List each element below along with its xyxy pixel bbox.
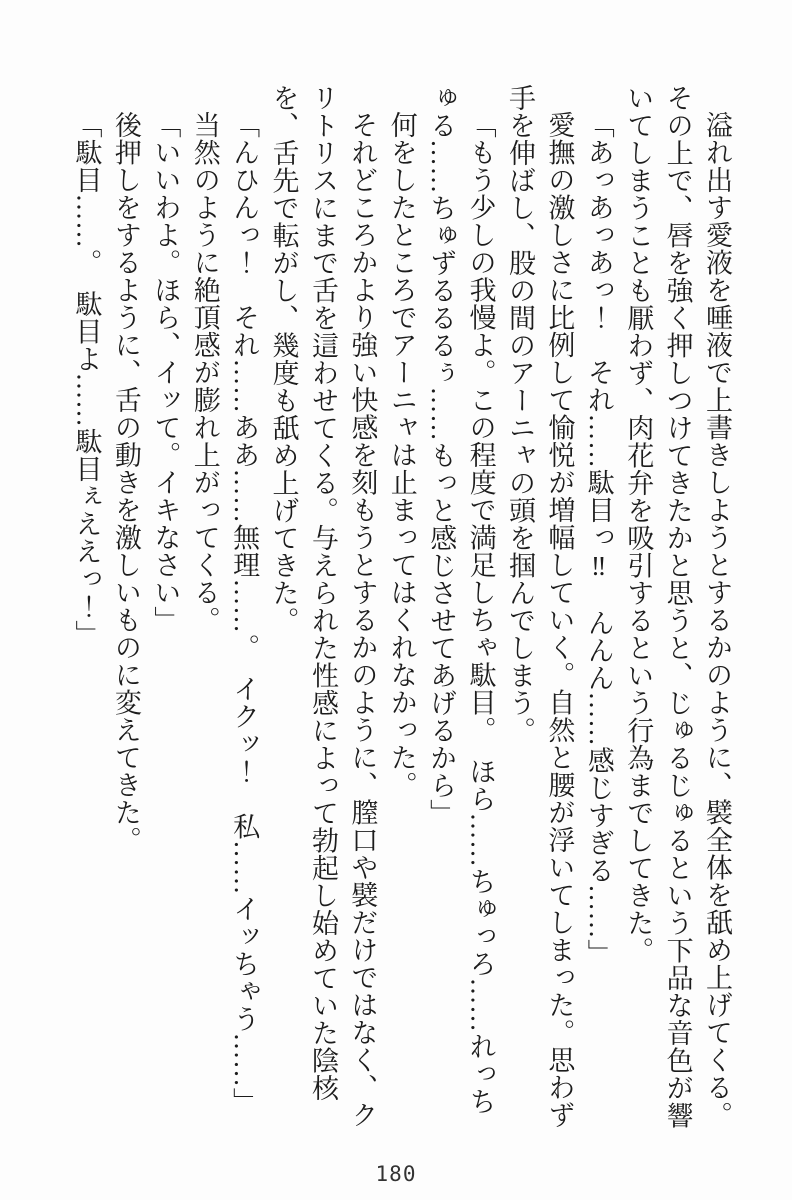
paragraph-7-dialogue: 「んひんっ！ それ……ああ……無理……。 イクッ！ 私……イッちゃう……」 [229,111,260,1115]
paragraph-5: 何をしたところでアーニャは止まってはくれなかった。 [386,111,417,799]
page-footer [0,1162,792,1186]
paragraph-11-dialogue: 「駄目……。 駄目よ……駄目ぇええっ！」 [71,111,102,648]
paragraph-3: 愛撫の激しさに比例して愉悦が増幅していく。自然と腰が浮いてしまった。思わず手を伸ばし、股の間のアーニャの頭を掴んでしまう。 [504,84,575,1129]
paragraph-2-dialogue: 「あっあっあっ！ それ……駄目っ‼ んんん……感じすぎる……」 [583,111,614,967]
paragraph-8: 当然のように絶頂感が膨れ上がってくる。 [189,111,220,634]
paragraph-9-dialogue: 「いいわよ。ほら、イッて。イキなさい」 [150,111,181,634]
novel-text-block [66,84,736,1132]
paragraph-6: それどころかより強い快感を刻もうとするかのように、膣口や襞だけではなく、クリトリスにまで舌を這わせてくる。与えられた性感によって勃起し始めていた陰核を、舌先で転がし、幾度も舐め上げてきた。 [268,84,378,1129]
paragraph-1: 溢れ出す愛液を唾液で上書きしようとするかのように、襞全体を舐め上げてくる。その上で、唇を強く押しつけてきたかと思うと、じゅるじゅるという下品な音色が響いてしまうことも厭わず、肉花弁を吸引するという行為までしてきた。 [623,84,732,1129]
paragraph-10: 後押しをするように、舌の動きを激しいものに変えてきた。 [110,111,141,854]
paragraph-4-dialogue: 「もう少しの我慢よ。この程度で満足しちゃ駄目。 ほら……ちゅっろ……れっちゅる……ちゅずるるるぅ……もっと感じさせてあげるから」 [426,84,496,1115]
page-number: 180 [375,1162,417,1186]
